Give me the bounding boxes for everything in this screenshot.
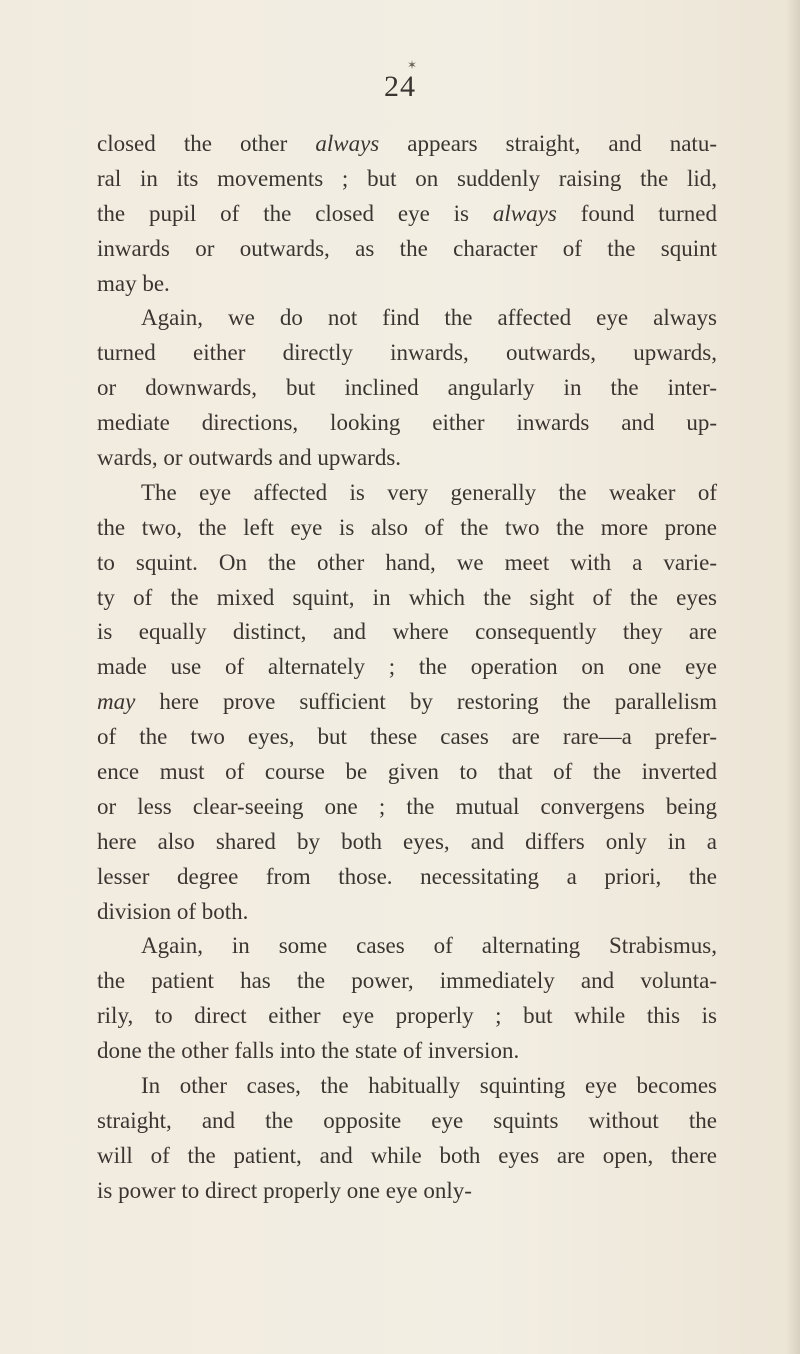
text-line: made use of alternately ; the operation on one eye bbox=[97, 654, 717, 680]
text-line: closed the other always appears straight, and natu- bbox=[97, 131, 717, 156]
text-line: ty of the mixed squint, in which the sight of the eyes bbox=[97, 584, 717, 610]
text-line: the two, the left eye is also of the two the more prone bbox=[97, 514, 717, 540]
text-line: the pupil of the closed eye is always found turned bbox=[97, 200, 717, 226]
text-line: inwards or outwards, as the character of the squint bbox=[97, 235, 717, 261]
page-number: 24 bbox=[384, 70, 416, 103]
printer-mark: ✶ bbox=[407, 58, 418, 72]
page-edge-shadow bbox=[786, 0, 800, 1354]
text-line: will of the patient, and while both eyes are open, there bbox=[97, 1142, 717, 1168]
text-line: to squint. On the other hand, we meet with a varie- bbox=[97, 549, 717, 575]
body-text bbox=[97, 127, 717, 1209]
text-line: here also shared by both eyes, and differs only in a bbox=[97, 828, 717, 854]
text-line: the patient has the power, immediately and volunta- bbox=[97, 968, 717, 994]
text-line: or downwards, but inclined angularly in the inter- bbox=[97, 375, 717, 401]
text-line: lesser degree from those. necessitating a priori, the bbox=[97, 863, 717, 889]
text-line: straight, and the opposite eye squints without the bbox=[97, 1107, 717, 1133]
text-line: is power to direct properly one eye only- bbox=[97, 1177, 472, 1203]
text-line: mediate directions, looking either inwards and up- bbox=[97, 410, 717, 436]
text-line: is equally distinct, and where consequently they are bbox=[97, 619, 717, 645]
text-line: done the other falls into the state of inversion. bbox=[97, 1038, 520, 1064]
text-line: of the two eyes, but these cases are rare—a prefer- bbox=[97, 724, 717, 750]
text-line: division of both. bbox=[97, 898, 249, 924]
text-line: ence must of course be given to that of the inverted bbox=[97, 759, 717, 785]
text-line: In other cases, the habitually squinting eye becomes bbox=[141, 1073, 717, 1099]
text-line: may here prove sufficient by restoring the parallelism bbox=[97, 689, 717, 715]
text-line: Again, we do not find the affected eye always bbox=[141, 305, 717, 331]
text-line: or less clear-seeing one ; the mutual convergens being bbox=[97, 793, 717, 819]
text-line: wards, or outwards and upwards. bbox=[97, 445, 402, 471]
text-line: rily, to direct either eye properly ; but while this is bbox=[97, 1003, 717, 1029]
text-line: Again, in some cases of alternating Strabismus, bbox=[141, 933, 717, 959]
text-line: may be. bbox=[97, 270, 170, 296]
text-line: ral in its movements ; but on suddenly raising the lid, bbox=[97, 165, 717, 191]
text-line: turned either directly inwards, outwards, upwards, bbox=[97, 340, 717, 366]
text-line: The eye affected is very generally the weaker of bbox=[141, 479, 717, 505]
